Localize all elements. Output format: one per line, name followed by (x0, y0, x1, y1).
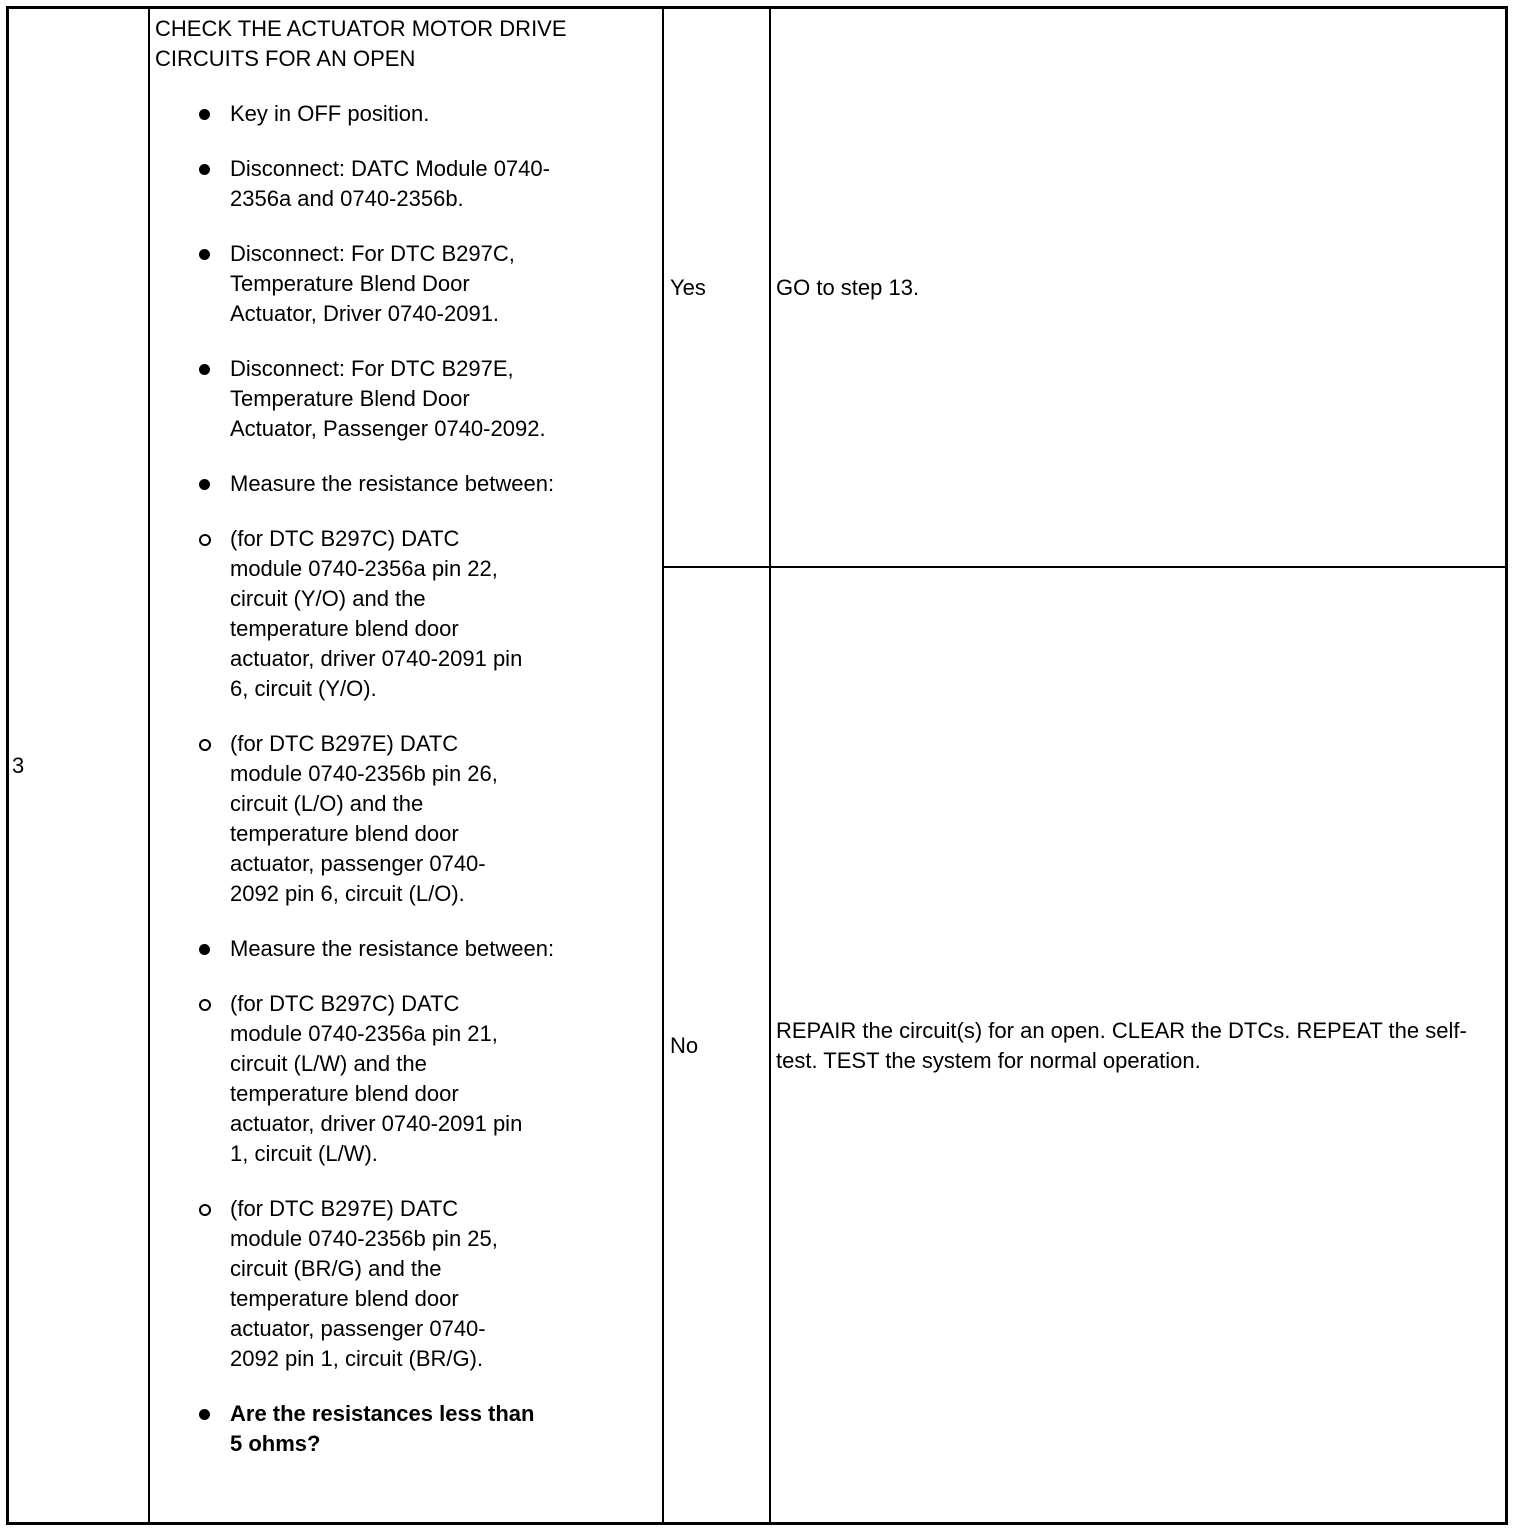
list-item-text: Measure the resistance between: (230, 936, 555, 961)
column-divider (148, 6, 150, 1525)
sub-list-item: (for DTC B297E) DATC module 0740-2356b pin 26, circuit (L/O) and the temperature blend door actuator, passenger 0740-2092 pin 6, circuit (L/O). (155, 729, 530, 909)
sub-list-item: (for DTC B297C) DATC module 0740-2356a pin 22, circuit (Y/O) and the temperature blend door actuator, driver 0740-2091 pin 6, circuit (Y/O). (155, 524, 530, 704)
yes-label: Yes (670, 275, 706, 300)
yes-action: GO to step 13. (776, 275, 920, 300)
question (155, 1399, 550, 1459)
list-item: Disconnect: DATC Module 0740-2356a and 0740-2356b. (155, 154, 560, 214)
column-divider (769, 6, 771, 1525)
no-label: No (670, 1033, 699, 1058)
list-item: Key in OFF position. (155, 99, 655, 129)
sub-list-item: (for DTC B297C) DATC module 0740-2356a pin 21, circuit (L/W) and the temperature blend door actuator, driver 0740-2091 pin 1, circuit (L/W). (155, 989, 530, 1169)
step-number: 3 (12, 753, 25, 778)
sub-list (155, 989, 655, 1374)
sub-list (155, 524, 655, 909)
list-item-text: Measure the resistance between: (230, 471, 555, 496)
list-item (155, 934, 655, 1374)
no-action: REPAIR the circuit(s) for an open. CLEAR the DTCs. REPEAT the self-test. TEST the system for normal operation. (776, 1018, 1467, 1073)
column-divider (662, 6, 664, 1525)
procedure-list (155, 99, 655, 1459)
list-item: Disconnect: For DTC B297E, Temperature Blend Door Actuator, Passenger 0740-2092. (155, 354, 550, 444)
step-title: CHECK THE ACTUATOR MOTOR DRIVE CIRCUITS FOR AN OPEN (155, 16, 567, 71)
list-item: Disconnect: For DTC B297C, Temperature Blend Door Actuator, Driver 0740-2091. (155, 239, 550, 329)
sub-list-item: (for DTC B297E) DATC module 0740-2356b pin 25, circuit (BR/G) and the temperature blend door actuator, passenger 0740-2092 pin 1, circuit (BR/G). (155, 1194, 530, 1374)
test-procedure (155, 14, 655, 1484)
row-divider (663, 566, 1507, 568)
list-item (155, 469, 655, 909)
question-text: Are the resistances less than 5 ohms? (230, 1401, 535, 1456)
